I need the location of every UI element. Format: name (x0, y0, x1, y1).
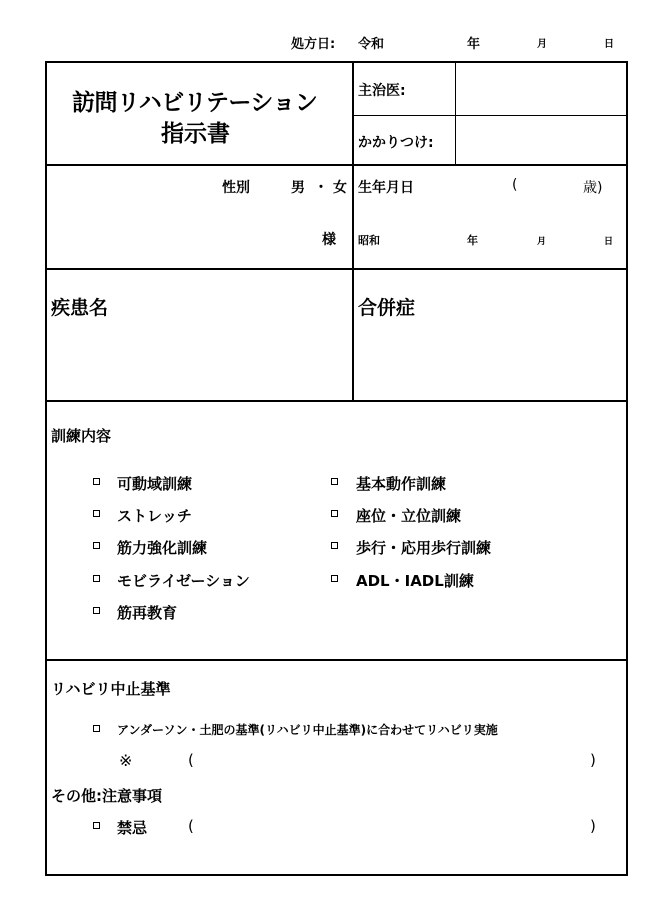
birth-month: 月 (537, 237, 547, 247)
training-item: 筋再教育 (117, 604, 178, 622)
prescription-year: 年 (467, 37, 481, 52)
training-item: 歩行・応用歩行訓練 (356, 539, 492, 557)
divider (352, 115, 628, 116)
sex-separator: ・ (314, 180, 328, 196)
contraindication-field[interactable] (200, 815, 580, 839)
stop-criteria-item: アンダーソン・土肥の基準(リハビリ中止基準)に合わせてリハビリ実施 (117, 723, 498, 737)
checkbox[interactable] (331, 510, 338, 517)
form-title-line2: 指示書 (161, 121, 230, 147)
divider (45, 400, 628, 402)
checkbox[interactable] (93, 607, 100, 614)
complication-label: 合併症 (358, 297, 416, 319)
prescription-era: 令和 (358, 37, 385, 52)
checkbox[interactable] (93, 822, 100, 829)
prescription-month: 月 (537, 39, 547, 50)
divider (352, 61, 354, 402)
checkbox[interactable] (93, 725, 100, 732)
training-item: 座位・立位訓練 (356, 507, 462, 525)
training-item: 筋力強化訓練 (117, 539, 208, 557)
attending-doctor-field[interactable] (457, 63, 626, 114)
training-item: 可動域訓練 (117, 475, 193, 493)
other-notes-heading: その他:注意事項 (51, 787, 162, 805)
family-doctor-field[interactable] (457, 117, 626, 164)
disease-name-field[interactable] (51, 322, 347, 396)
sex-male-option[interactable]: 男 (291, 180, 305, 196)
checkbox[interactable] (93, 575, 100, 582)
complication-field[interactable] (358, 322, 622, 396)
family-doctor-label: かかりつけ: (358, 135, 434, 151)
note-field[interactable] (200, 749, 580, 773)
form-title-line1: 訪問リハビリテーション (72, 90, 318, 116)
age-suffix: 歳) (583, 180, 603, 196)
contraindication-paren-open: ( (188, 817, 194, 835)
training-heading: 訓練内容 (51, 427, 112, 445)
training-item: ストレッチ (117, 507, 192, 525)
age-paren-open: ( (512, 177, 518, 193)
note-mark: ※ (119, 751, 133, 770)
checkbox[interactable] (331, 478, 338, 485)
training-item: 基本動作訓練 (356, 475, 447, 493)
divider (45, 268, 628, 270)
note-paren-close: ) (590, 751, 596, 769)
checkbox[interactable] (93, 478, 100, 485)
birth-date-label: 生年月日 (358, 180, 414, 196)
sex-female-option[interactable]: 女 (333, 180, 347, 196)
disease-name-label: 疾患名 (51, 297, 109, 319)
note-paren-open: ( (188, 751, 194, 769)
prescription-date-label: 処方日: (291, 37, 336, 52)
checkbox[interactable] (93, 542, 100, 549)
training-item: モビライゼーション (117, 572, 250, 590)
checkbox[interactable] (93, 510, 100, 517)
divider (45, 164, 628, 166)
contraindication-item: 禁忌 (117, 819, 148, 837)
birth-era: 昭和 (358, 234, 380, 247)
checkbox[interactable] (331, 542, 338, 549)
training-item: ADL・IADL訓練 (356, 572, 474, 590)
attending-doctor-label: 主治医: (358, 83, 406, 99)
divider (455, 61, 456, 165)
birth-day: 日 (604, 237, 614, 247)
divider (45, 659, 628, 661)
contraindication-paren-close: ) (590, 817, 596, 835)
birth-year: 年 (467, 234, 478, 247)
honorific: 様 (322, 232, 336, 248)
patient-name-field[interactable] (55, 210, 305, 260)
stop-criteria-heading: リハビリ中止基準 (51, 680, 171, 698)
sex-label: 性別 (222, 180, 250, 196)
prescription-day: 日 (604, 39, 614, 50)
checkbox[interactable] (331, 575, 338, 582)
